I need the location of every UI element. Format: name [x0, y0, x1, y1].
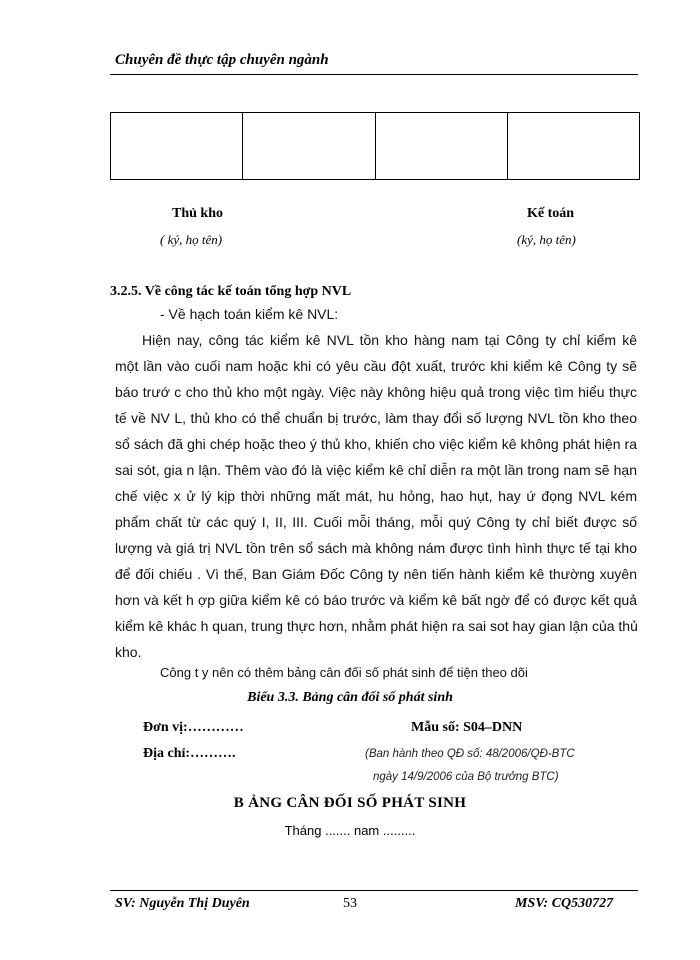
body-paragraph — [115, 327, 637, 665]
paragraph-line: kiểm kê khác h quan, trung thực hơn, nhằm phát hiện ra sai sot hay gian lận của thủ — [115, 618, 638, 634]
decision-note-line2: ngày 14/9/2006 của Bộ trưởng BTC) — [373, 771, 559, 783]
paragraph-line: chế việc x ử lý kịp thời những mất mát, hu hỏng, hao hụt, hay ứ đọng NVL kém — [115, 488, 637, 504]
page-header-title: Chuyên đề thực tập chuyên ngành — [115, 52, 329, 68]
footer-rule — [110, 890, 638, 891]
paragraph-line: báo trướ c cho thủ kho một ngày. Việc này không hiệu quả trong việc tìm hiểu thực — [115, 384, 637, 400]
signature-cell — [111, 113, 243, 180]
paragraph-line: một lần vào cuối nam hoặc khi có yêu cầu đột xuất, trước khi kiểm kê Công ty sẽ — [115, 358, 637, 374]
section-heading: 3.2.5. Về công tác kế toán tổng hợp NVL — [110, 284, 352, 299]
paragraph-line: sổ sách đã ghi chép hoặc theo ý thủ kho, khiến cho việc kiểm kê không phát hiện ra — [115, 436, 637, 452]
accountant-title: Kế toán — [527, 206, 575, 221]
ledger-title: B ẢNG CÂN ĐỐI SỐ PHÁT SINH — [233, 795, 467, 811]
storekeeper-sign-note: ( ký, họ tên) — [160, 232, 223, 247]
form-caption: Biểu 3.3. Bảng cân đối số phát sinh — [247, 690, 453, 705]
paragraph-line: Hiện nay, công tác kiểm kê NVL tồn kho hàng nam tại Công ty chỉ kiểm kê — [142, 332, 637, 348]
paragraph-line: phẩm chất từ các quý I, II, III. Cuối mỗi tháng, mỗi quý Công ty chỉ biết được số — [115, 514, 637, 530]
accountant-sign-note: (ký, họ tên) — [517, 232, 576, 247]
month-line: Tháng ....... nam ......... — [284, 823, 416, 838]
signature-table — [110, 112, 640, 180]
paragraph-line: kho. — [115, 644, 142, 660]
recommendation-text: Công t y nên có thêm bảng cân đối số phát sinh để tiện theo dõi — [160, 665, 528, 680]
paragraph-line: tế về NV L, thủ kho có thể chuẩn bị trước, làm thay đổi số lượng NVL tồn kho theo — [115, 410, 637, 426]
decision-note-line1: (Ban hành theo QĐ số: 48/2006/QĐ-BTC — [365, 748, 575, 760]
unit-label: Đơn vị:………… — [143, 720, 244, 735]
signature-cell — [243, 113, 375, 180]
paragraph-line: sai sót, gia n lận. Thêm vào đó là việc kiểm kê chỉ diễn ra một lần trong nam sẽ hạn — [115, 462, 637, 478]
paragraph-line: để đối chiếu . Vì thế, Ban Giám Đốc Công ty nên tiến hành kiểm kê thường xuyên — [115, 566, 637, 582]
footer-student-id: MSV: CQ530727 — [515, 896, 614, 911]
signature-cell — [507, 113, 639, 180]
footer-student: SV: Nguyễn Thị Duyên — [115, 896, 250, 911]
section-subheading: - Về hạch toán kiểm kê NVL: — [160, 306, 339, 322]
signature-cell — [375, 113, 507, 180]
paragraph-line: lượng và giá trị NVL tồn trên sổ sách mà không nám được tình hình thực tế tại kho — [115, 540, 637, 556]
header-rule — [110, 74, 638, 75]
form-code: Mẫu số: S04–DNN — [411, 720, 523, 735]
storekeeper-title: Thủ kho — [172, 206, 223, 221]
paragraph-line: hơn và kết h ợp giữa kiểm kê có báo trước và kiểm kê bất ngờ để có được kết quả — [115, 592, 637, 608]
page-number: 53 — [343, 896, 357, 911]
address-label: Địa chỉ:………. — [143, 746, 236, 761]
